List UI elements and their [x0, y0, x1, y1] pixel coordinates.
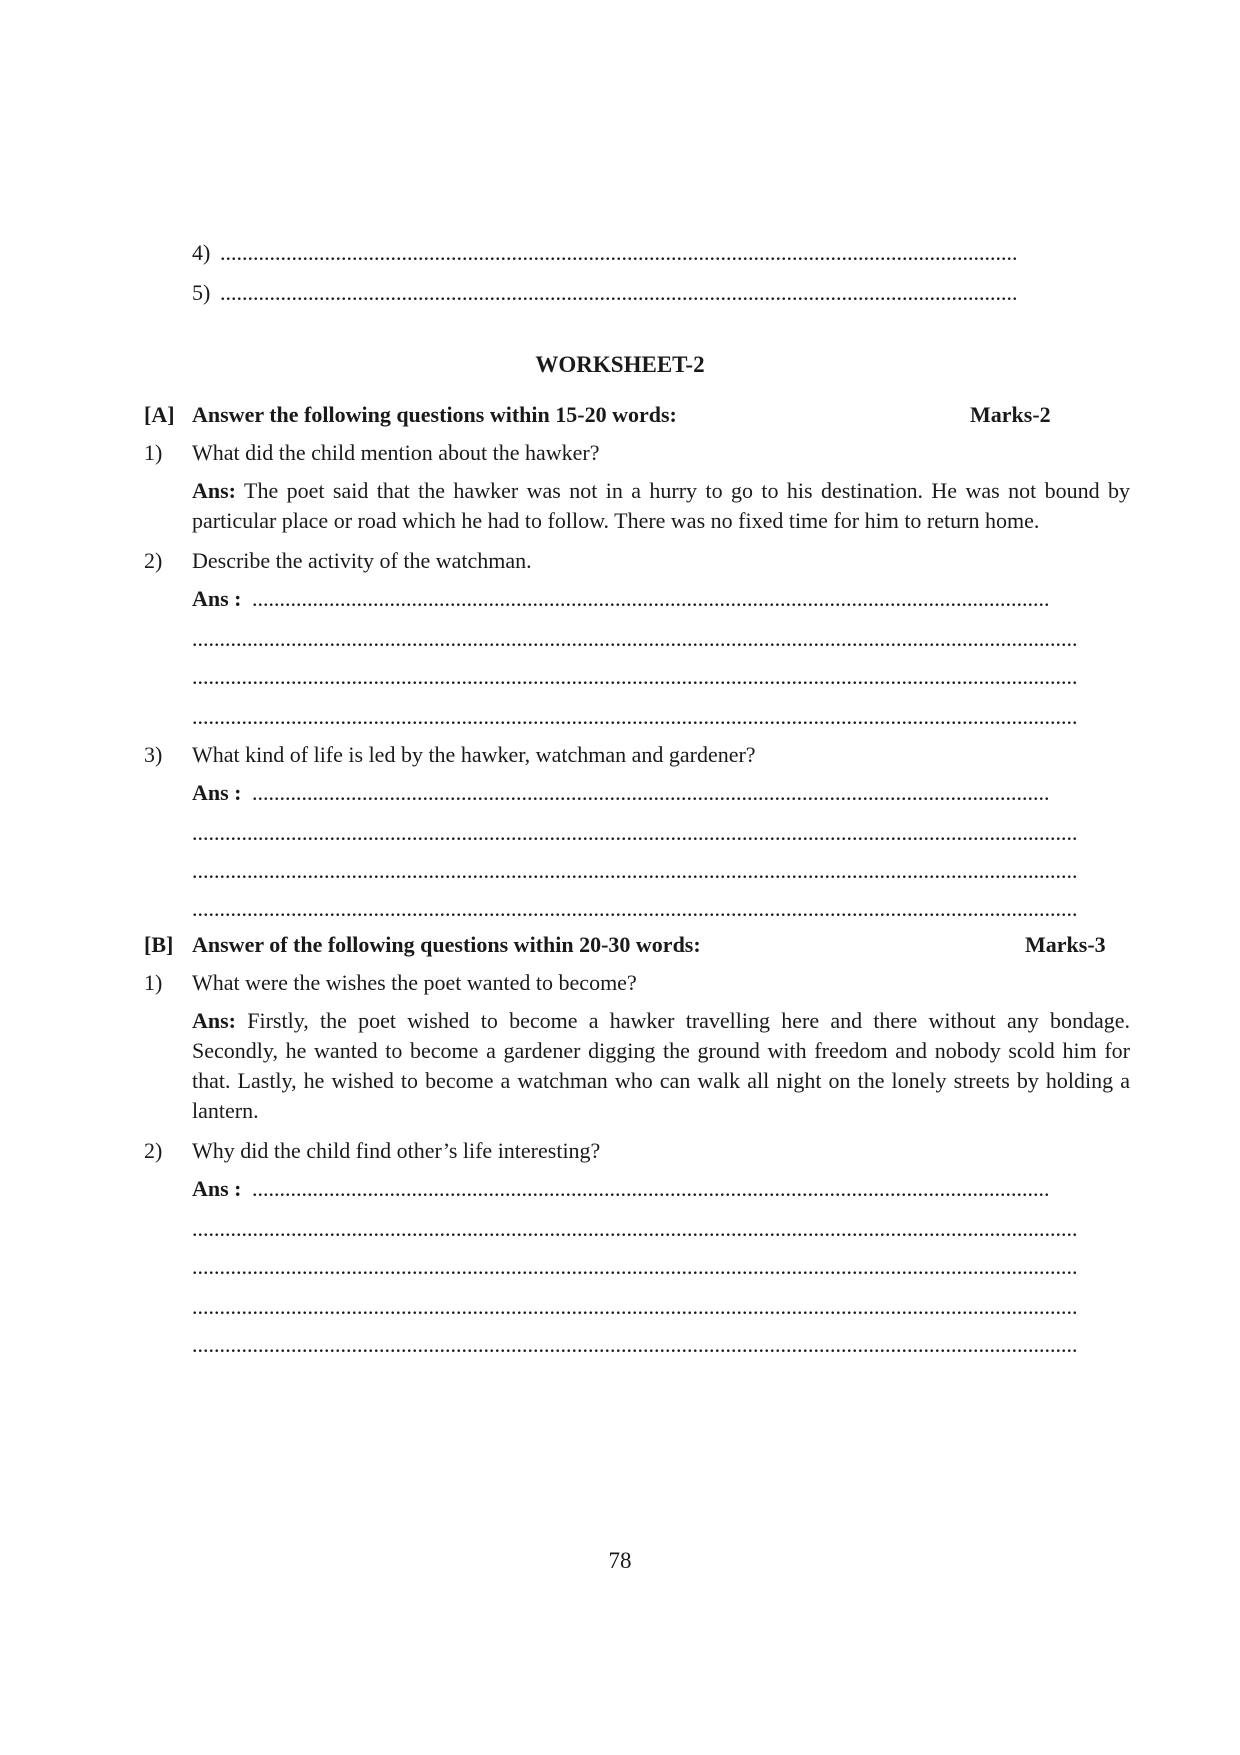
question-text: What were the wishes the poet wanted to become?: [192, 970, 637, 995]
item-number: 5): [192, 280, 211, 305]
answer-line-4: [0, 238, 1240, 268]
question-a3: [0, 740, 1240, 770]
dotted-line: .................................................................................................................................................: [220, 240, 1018, 265]
ans-label: Ans :: [192, 586, 242, 611]
answer-line: [0, 702, 1240, 732]
question-text: What did the child mention about the hawker?: [192, 440, 600, 465]
section-b-heading: [0, 930, 1240, 960]
ans-label: Ans:: [192, 1008, 237, 1033]
dotted-line: .................................................................................................................................................................: [192, 820, 1078, 845]
question-number: 1): [144, 440, 163, 465]
answer-a1: [192, 476, 1130, 536]
answer-line: [0, 894, 1240, 924]
dotted-line: .................................................................................................................................................................: [192, 896, 1078, 921]
question-text: Describe the activity of the watchman.: [192, 548, 532, 573]
ans-label: Ans:: [192, 478, 237, 503]
question-b2: [0, 1136, 1240, 1166]
worksheet-title: WORKSHEET-2: [535, 352, 705, 377]
ans-label: Ans :: [192, 780, 242, 805]
section-a-heading: [0, 400, 1240, 430]
answer-line: [0, 624, 1240, 654]
question-text: What kind of life is led by the hawker, watchman and gardener?: [192, 742, 756, 767]
question-b1: [0, 968, 1240, 998]
dotted-line: .................................................................................................................................................: [220, 280, 1018, 305]
dotted-line: .................................................................................................................................................................: [192, 1216, 1078, 1241]
question-number: 1): [144, 970, 163, 995]
dotted-line: .................................................................................................................................................................: [192, 704, 1078, 729]
question-number: 3): [144, 742, 163, 767]
dotted-line: .................................................................................................................................................................: [192, 626, 1078, 651]
dotted-line: .................................................................................................................................................................: [192, 1254, 1078, 1279]
item-number: 4): [192, 240, 211, 265]
answer-line: [0, 818, 1240, 848]
section-label: [A]: [144, 402, 175, 427]
section-marks: Marks-2: [970, 402, 1051, 427]
answer-text: Firstly, the poet wished to become a hawker travelling here and there without any bondage. Secondly, he wanted to become a gardener digging the ground with freedom and nobody scold him for that. Lastly, he wished to become a watchman who can walk all night on the lonely streets by holding a lantern.: [192, 1008, 1130, 1123]
answer-line: [0, 1174, 1240, 1204]
ans-label: Ans :: [192, 1176, 242, 1201]
answer-line: [0, 1252, 1240, 1282]
answer-text: The poet said that the hawker was not in a hurry to go to his destination. He was not bound by particular place or road which he had to follow. There was no fixed time for him to return home.: [192, 478, 1130, 533]
answer-line: [0, 1330, 1240, 1360]
question-number: 2): [144, 1138, 163, 1163]
answer-line: [0, 856, 1240, 886]
section-label: [B]: [144, 932, 174, 957]
answer-line: [0, 662, 1240, 692]
section-instruction: Answer the following questions within 15-20 words:: [192, 402, 677, 427]
answer-line-5: [0, 278, 1240, 308]
question-a1: [0, 438, 1240, 468]
dotted-line: .................................................................................................................................................: [252, 1176, 1050, 1201]
question-a2: [0, 546, 1240, 576]
dotted-line: .................................................................................................................................................................: [192, 1294, 1078, 1319]
answer-line: [0, 1214, 1240, 1244]
page-number: 78: [608, 1548, 632, 1573]
dotted-line: .................................................................................................................................................: [252, 586, 1050, 611]
answer-line: [0, 584, 1240, 614]
dotted-line: .................................................................................................................................................................: [192, 1332, 1078, 1357]
question-text: Why did the child find other’s life interesting?: [192, 1138, 601, 1163]
section-instruction: Answer of the following questions within 20-30 words:: [192, 932, 701, 957]
question-number: 2): [144, 548, 163, 573]
dotted-line: .................................................................................................................................................................: [192, 858, 1078, 883]
answer-b1: [192, 1006, 1130, 1126]
answer-line: [0, 778, 1240, 808]
dotted-line: .................................................................................................................................................: [252, 780, 1050, 805]
dotted-line: .................................................................................................................................................................: [192, 664, 1078, 689]
section-marks: Marks-3: [1025, 932, 1106, 957]
answer-line: [0, 1292, 1240, 1322]
